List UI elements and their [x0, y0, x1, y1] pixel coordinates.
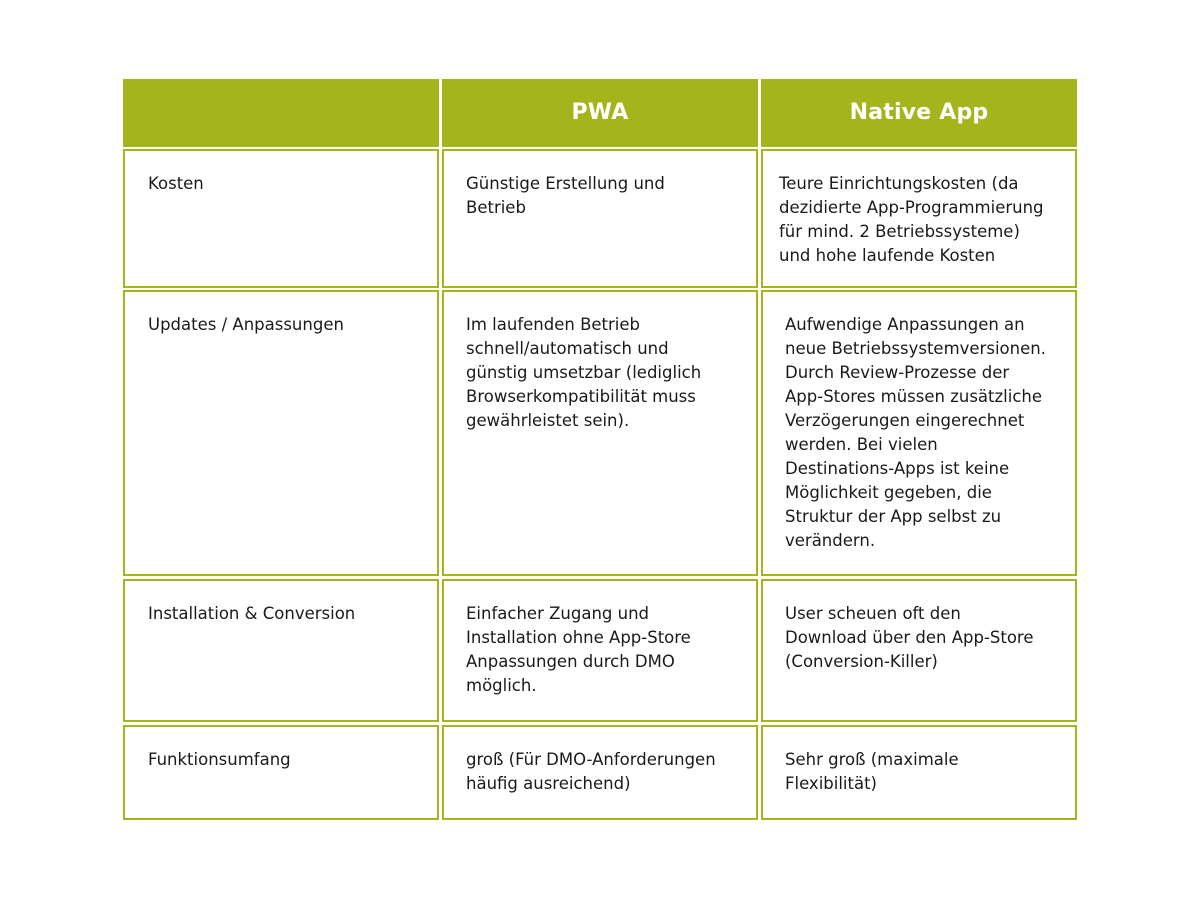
header-label-native-app: Native App: [849, 100, 989, 125]
header-cell-pwa: [442, 79, 758, 147]
header-label-pwa: PWA: [571, 100, 629, 125]
row-label-cell: [123, 149, 439, 288]
pwa-text: Günstige Erstellung und Betrieb: [466, 174, 665, 217]
pwa-cell: [442, 290, 758, 576]
native-text: Aufwendige Anpassungen an neue Betriebssystemversionen. Durch Review-Prozesse der App-Stores müssen zusätzliche Verzögerungen eingerechnet werden. Bei vielen Destinations-Apps ist keine Möglichkeit gegeben, die Struktur der App selbst zu verändern.: [785, 315, 1046, 550]
header-cell-empty: [123, 79, 439, 147]
pwa-cell: [442, 149, 758, 288]
native-cell: [761, 725, 1077, 820]
native-text: User scheuen oft den Download über den App-Store (Conversion-Killer): [785, 604, 1034, 671]
row-label-cell: [123, 579, 439, 722]
pwa-text: groß (Für DMO-Anforderungen häufig ausreichend): [466, 750, 716, 793]
pwa-cell: [442, 579, 758, 722]
row-label-cell: [123, 290, 439, 576]
pwa-cell: [442, 725, 758, 820]
pwa-text: Einfacher Zugang und Installation ohne App-Store Anpassungen durch DMO möglich.: [466, 604, 691, 695]
native-text: Sehr groß (maximale Flexibilität): [785, 750, 959, 793]
row-label: Updates / Anpassungen: [148, 315, 344, 334]
row-label: Installation & Conversion: [148, 604, 356, 623]
native-cell: [761, 290, 1077, 576]
pwa-text: Im laufenden Betrieb schnell/automatisch und günstig umsetzbar (lediglich Browserkompatibilität muss gewährleistet sein).: [466, 315, 702, 430]
header-cell-native-app: [761, 79, 1077, 147]
row-label: Funktionsumfang: [148, 750, 291, 769]
row-label: Kosten: [148, 174, 204, 193]
native-cell: [761, 579, 1077, 722]
native-text: Teure Einrichtungskosten (da dezidierte App-Programmierung für mind. 2 Betriebssysteme) und hohe laufende Kosten: [779, 174, 1044, 265]
native-cell: [761, 149, 1077, 288]
row-label-cell: [123, 725, 439, 820]
